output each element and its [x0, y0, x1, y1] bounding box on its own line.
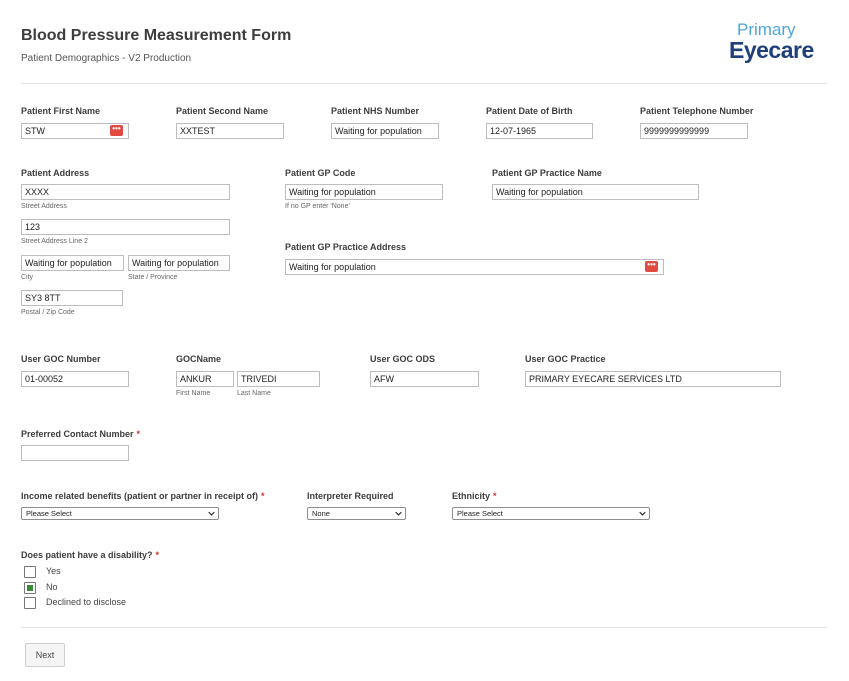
street-address-line2-hint: Street Address Line 2: [21, 238, 88, 245]
postal-code-hint: Postal / Zip Code: [21, 309, 75, 316]
disability-label-text: Does patient have a disability?: [21, 550, 153, 560]
more-options-icon[interactable]: •••: [110, 125, 123, 136]
goc-number-label: User GOC Number: [21, 354, 101, 364]
ethnicity-label: [452, 491, 497, 501]
address-label: Patient Address: [21, 168, 90, 178]
city-input[interactable]: [21, 255, 124, 271]
second-name-input[interactable]: [176, 123, 284, 139]
disability-label: [21, 550, 159, 560]
street-address-hint: Street Address: [21, 203, 67, 210]
next-button[interactable]: Next: [25, 643, 65, 667]
gp-code-input[interactable]: [285, 184, 443, 200]
chevron-down-icon: [639, 510, 646, 517]
interpreter-select[interactable]: [307, 507, 406, 520]
telephone-label: Patient Telephone Number: [640, 106, 754, 116]
more-options-icon[interactable]: •••: [645, 261, 658, 272]
disability-no-label: No: [46, 582, 58, 592]
primary-eyecare-logo: [729, 20, 829, 68]
state-hint: State / Province: [128, 274, 178, 281]
gp-code-hint: If no GP enter 'None': [285, 203, 350, 210]
income-benefits-label: [21, 491, 265, 501]
income-benefits-select[interactable]: [21, 507, 219, 520]
preferred-contact-label-text: Preferred Contact Number: [21, 429, 134, 439]
logo-text-primary: Primary: [737, 20, 796, 39]
disability-declined-checkbox[interactable]: [24, 597, 36, 609]
page-subtitle: Patient Demographics - V2 Production: [21, 53, 192, 64]
chevron-down-icon: [208, 510, 215, 517]
footer-divider: [21, 627, 827, 628]
ethnicity-label-text: Ethnicity: [452, 491, 491, 501]
second-name-label: Patient Second Name: [176, 106, 269, 116]
goc-last-name-hint: Last Name: [237, 390, 271, 397]
interpreter-label: Interpreter Required: [307, 491, 394, 501]
required-marker: *: [136, 429, 141, 439]
telephone-input[interactable]: [640, 123, 748, 139]
goc-first-name-input[interactable]: [176, 371, 234, 387]
disability-no-checkbox[interactable]: [24, 582, 36, 594]
dob-label: Patient Date of Birth: [486, 106, 573, 116]
postal-code-input[interactable]: [21, 290, 123, 306]
city-hint: City: [21, 274, 34, 281]
goc-last-name-input[interactable]: [237, 371, 320, 387]
header-divider: [21, 83, 827, 84]
goc-number-input[interactable]: [21, 371, 129, 387]
street-address-line2-input[interactable]: [21, 219, 230, 235]
gp-code-label: Patient GP Code: [285, 168, 356, 178]
disability-declined-label: Declined to disclose: [46, 597, 127, 607]
disability-yes-checkbox[interactable]: [24, 566, 36, 578]
nhs-number-label: Patient NHS Number: [331, 106, 420, 116]
required-marker: *: [493, 491, 497, 501]
disability-yes-label: Yes: [46, 566, 61, 576]
goc-name-label: GOCName: [176, 354, 222, 364]
required-marker: *: [261, 491, 265, 501]
chevron-down-icon: [395, 510, 402, 517]
ethnicity-select[interactable]: [452, 507, 650, 520]
state-input[interactable]: [128, 255, 230, 271]
goc-ods-label: User GOC ODS: [370, 354, 436, 364]
required-marker: *: [155, 550, 160, 560]
dob-input[interactable]: [486, 123, 593, 139]
street-address-input[interactable]: [21, 184, 230, 200]
goc-first-name-hint: First Name: [176, 390, 211, 397]
gp-practice-name-input[interactable]: [492, 184, 699, 200]
income-benefits-selected-value: Please Select: [26, 509, 72, 518]
gp-practice-address-label: Patient GP Practice Address: [285, 242, 407, 252]
income-benefits-label-text: Income related benefits (patient or partner in receipt of): [21, 491, 259, 501]
page-title: Blood Pressure Measurement Form: [21, 27, 292, 44]
ethnicity-selected-value: Please Select: [457, 509, 503, 518]
gp-practice-name-label: Patient GP Practice Name: [492, 168, 602, 178]
gp-practice-address-input[interactable]: [285, 259, 664, 275]
goc-practice-label: User GOC Practice: [525, 354, 606, 364]
first-name-label: Patient First Name: [21, 106, 101, 116]
goc-practice-input[interactable]: [525, 371, 781, 387]
preferred-contact-input[interactable]: [21, 445, 129, 461]
nhs-number-input[interactable]: [331, 123, 439, 139]
goc-ods-input[interactable]: [370, 371, 479, 387]
preferred-contact-label: [21, 429, 140, 439]
interpreter-selected-value: None: [312, 509, 330, 518]
logo-text-eyecare: Eyecare: [729, 37, 814, 63]
